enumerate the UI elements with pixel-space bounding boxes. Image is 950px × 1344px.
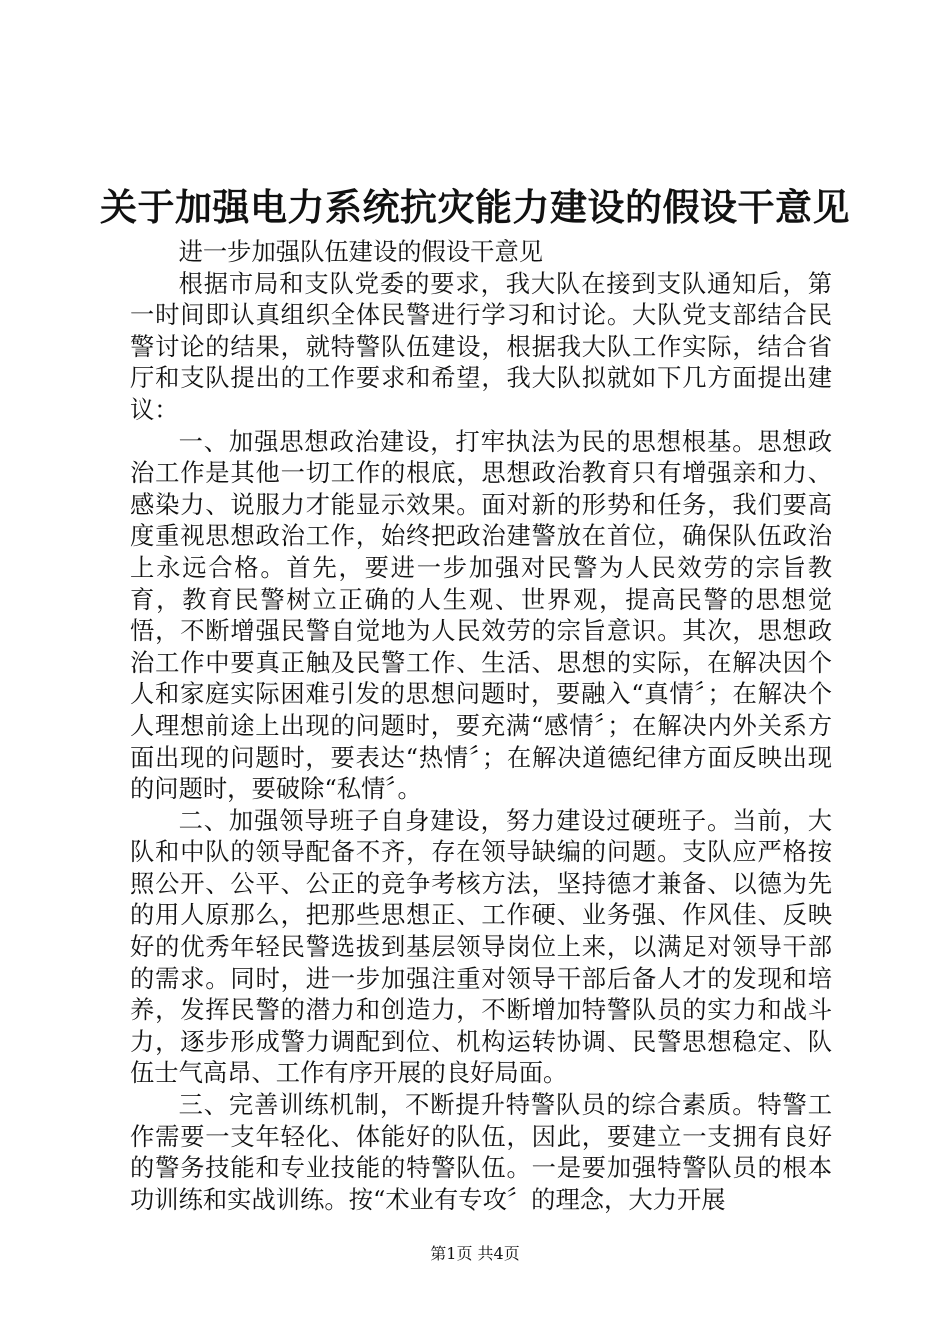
body-paragraph: 一、加强思想政治建设，打牢执法为民的思想根基。思想政治工作是其他一切工作的根底，思想政治教育只有增强亲和力、感染力、说服力才能显示效果。面对新的形势和任务，我们要高度重视思想政治工作，始终把政治建警放在首位，确保队伍政治上永远合格。首先，要进一步加强对民警为人民效劳的宗旨教育，教育民警树立正确的人生观、世界观，提高民警的思想觉悟，不断增强民警自觉地为人民效劳的宗旨意识。其次，思想政治工作中要真正触及民警工作、生活、思想的实际，在解决因个人和家庭实际困难引发的思想问题时，要融入“真情〞；在解决个人理想前途上出现的问题时，要充满“感情〞；在解决内外关系方面出现的问题时，要表达“热情〞；在解决道德纪律方面反映出现的问题时，要破除“私情〞。 <box>130 426 832 804</box>
body-paragraph: 根据市局和支队党委的要求，我大队在接到支队通知后，第一时间即认真组织全体民警进行学习和讨论。大队党支部结合民警讨论的结果，就特警队伍建设，根据我大队工作实际，结合省厅和支队提出的工作要求和希望，我大队拟就如下几方面提出建议： <box>130 268 832 424</box>
document-body <box>130 236 832 1215</box>
body-paragraph: 三、完善训练机制，不断提升特警队员的综合素质。特警工作需要一支年轻化、体能好的队伍，因此，要建立一支拥有良好的警务技能和专业技能的特警队伍。一是要加强特警队员的根本功训练和实战训练。按“术业有专攻〞的理念，大力开展 <box>130 1090 832 1214</box>
subtitle-paragraph: 进一步加强队伍建设的假设干意见 <box>178 237 544 266</box>
document-title: 关于加强电力系统抗灾能力建设的假设干意见 <box>100 186 850 229</box>
body-paragraph: 二、加强领导班子自身建设，努力建设过硬班子。当前，大队和中队的领导配备不齐，存在领导缺编的问题。支队应严格按照公开、公平、公正的竞争考核方法，坚持德才兼备、以德为先的用人原那么，把那些思想正、工作硬、业务强、作风佳、反映好的优秀年轻民警选拔到基层领导岗位上来，以满足对领导干部的需求。同时，进一步加强注重对领导干部后备人才的发现和培养，发挥民警的潜力和创造力，不断增加特警队员的实力和战斗力，逐步形成警力调配到位、机构运转协调、民警思想稳定、队伍士气高昂、工作有序开展的良好局面。 <box>130 805 832 1088</box>
page-number-footer: 第1页 共4页 <box>430 1244 520 1263</box>
